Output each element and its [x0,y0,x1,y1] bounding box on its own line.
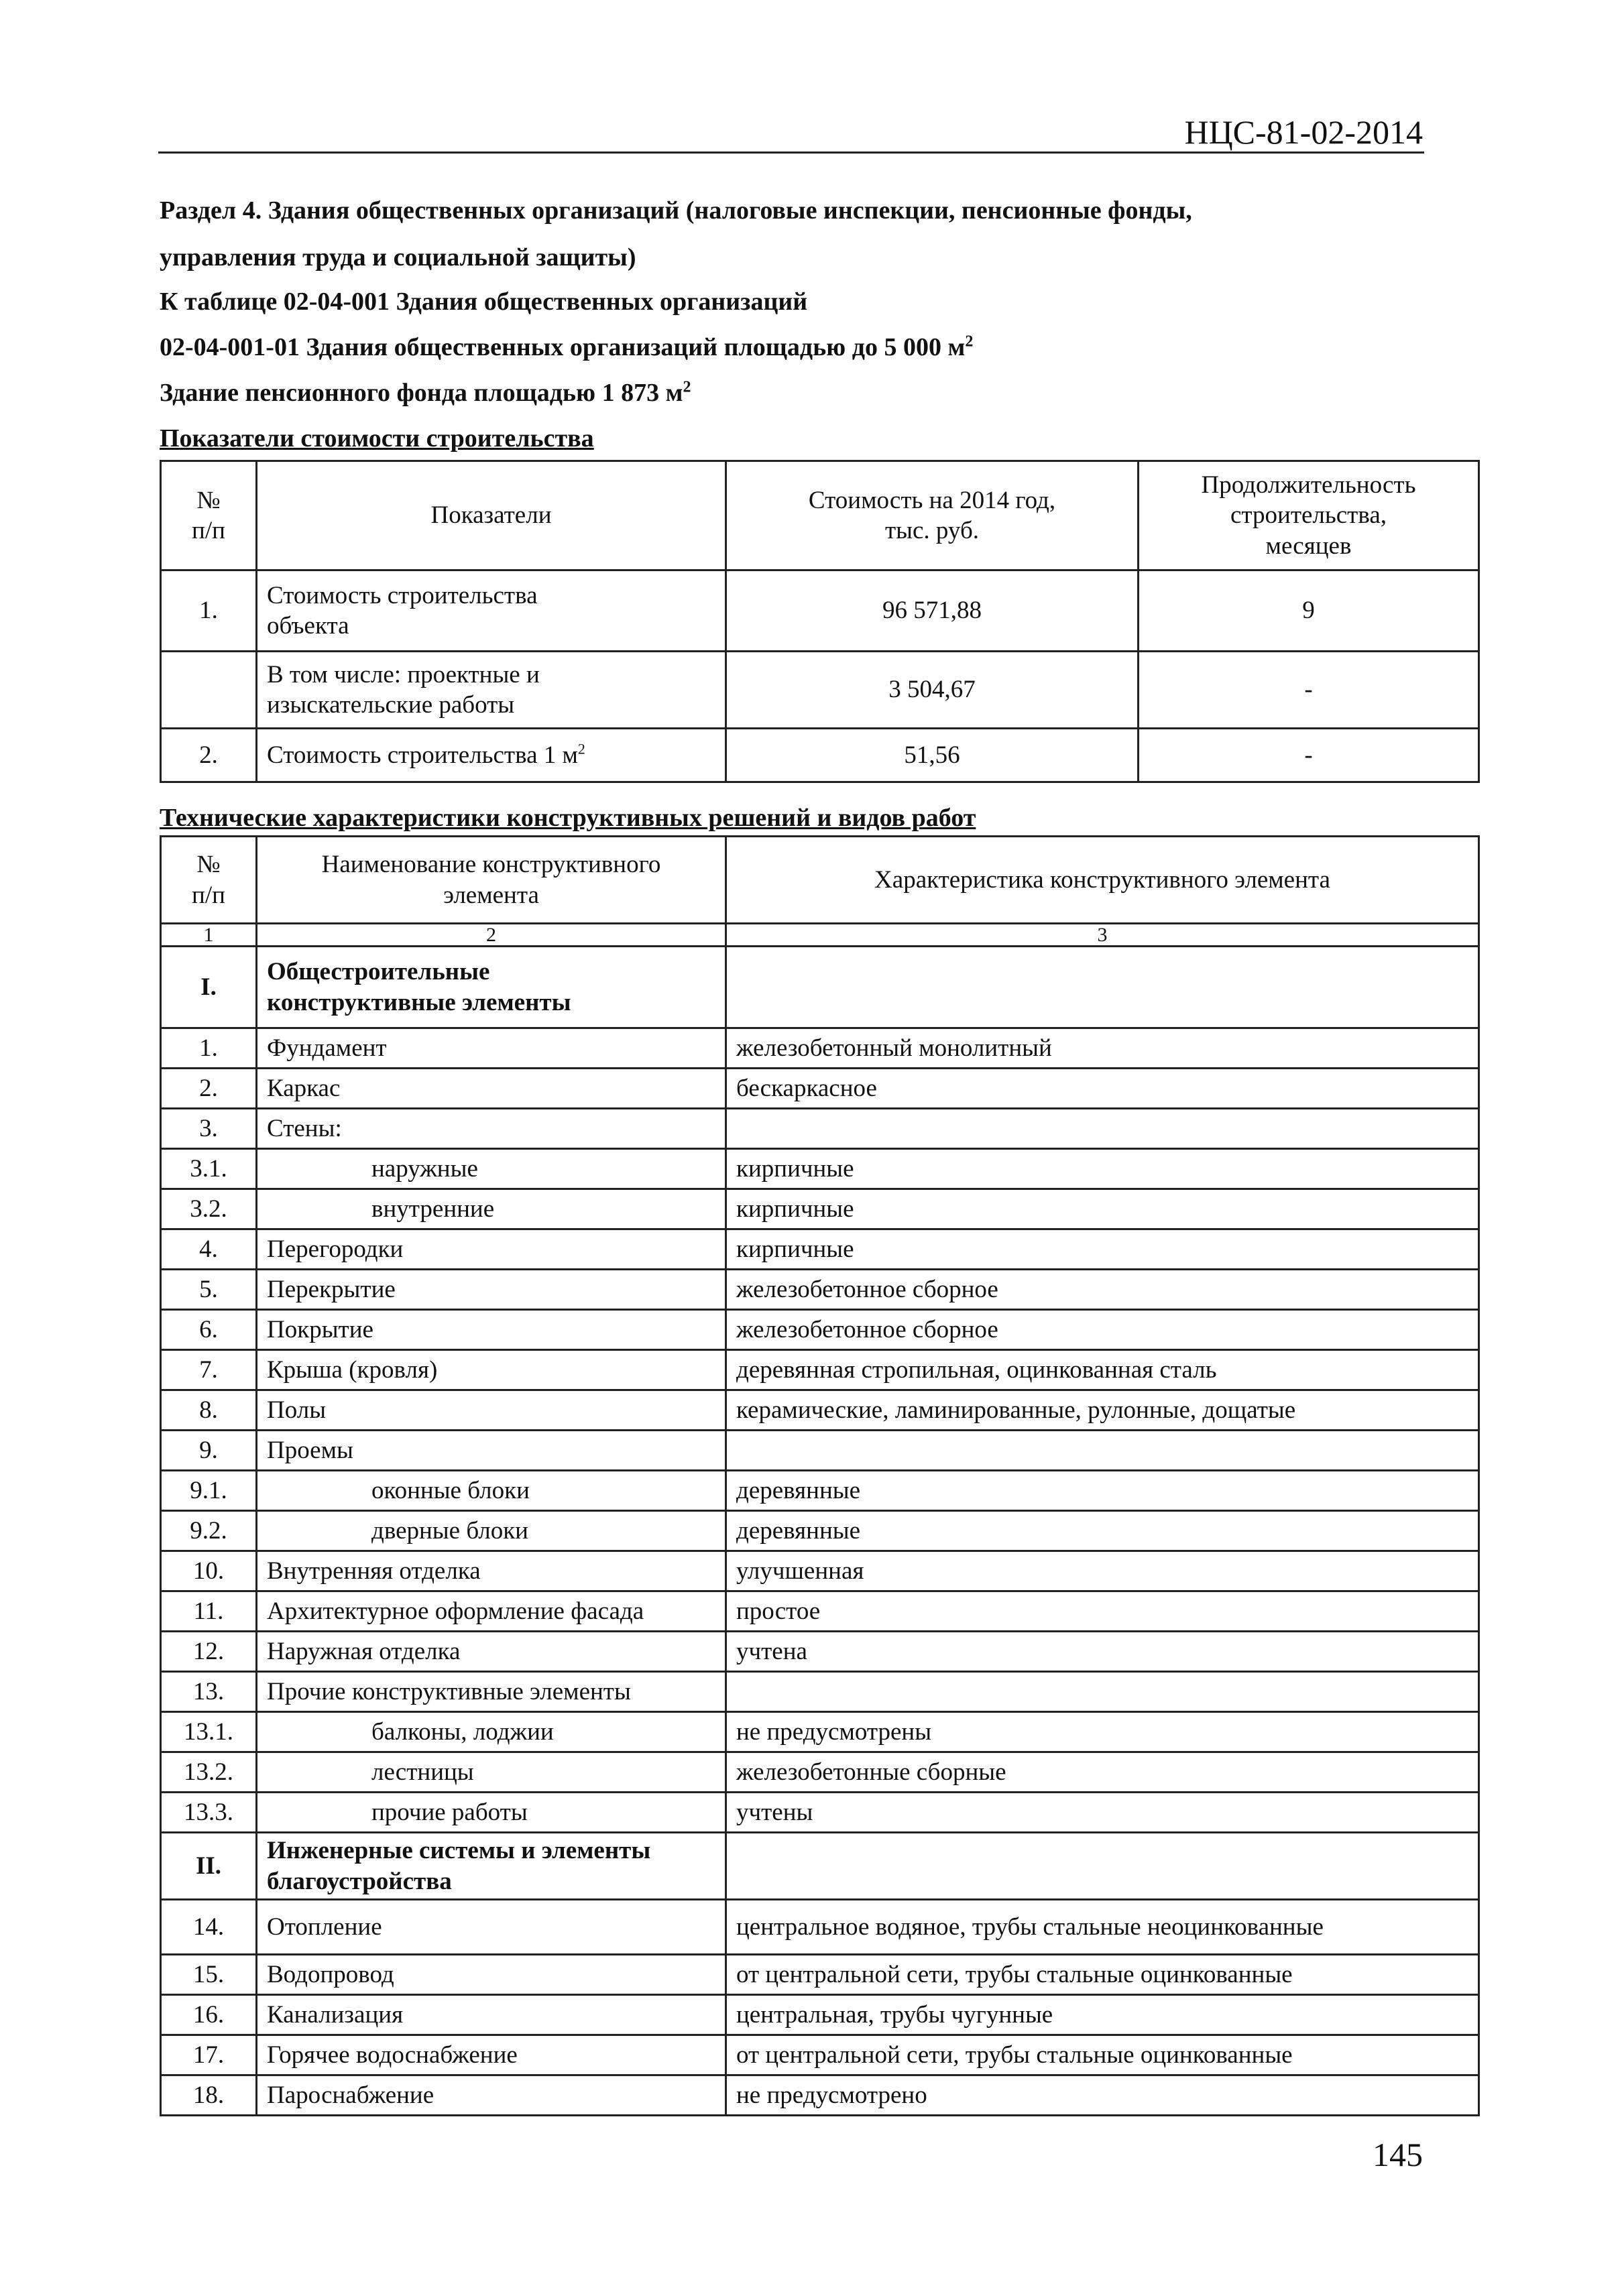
row-char [726,947,1479,1028]
row-char: центральная, трубы чугунные [726,1995,1479,2035]
row-num: 5. [161,1270,257,1310]
row-indicator: В том числе: проектные и изыскательские работы [257,652,726,729]
row-num: 9.2. [161,1511,257,1551]
table-row [161,1270,1479,1310]
header-num: № п/п [161,837,257,924]
tech-table-header-row [161,837,1479,924]
table-row [161,652,1479,729]
row-name: Канализация [257,1995,726,2035]
header-cost: Стоимость на 2014 год, тыс. руб. [726,461,1139,570]
row-name: Инженерные системы и элементы благоустройства [257,1833,726,1900]
row-num: 16. [161,1995,257,2035]
section-title-line2: управления труда и социальной защиты) [160,243,636,271]
table-row [161,1632,1479,1672]
section-title-line1: Раздел 4. Здания общественных организаций (налоговые инспекции, пенсионные фонды, [160,196,1192,225]
row-num: 3. [161,1109,257,1149]
row-char: улучшенная [726,1551,1479,1591]
tech-table-caption: Технические характеристики конструктивных решений и видов работ [160,804,976,832]
row-name: Перегородки [257,1229,726,1270]
table-row [161,729,1479,782]
row-name: Стены: [257,1109,726,1149]
code-heading: 02-04-001-01 Здания общественных организаций площадью до 5 000 $м^2$ [160,333,974,361]
table-row [161,1390,1479,1431]
row-num: 3.2. [161,1189,257,1229]
header-num: № п/п [161,461,257,570]
row-name: Горячее водоснабжение [257,2035,726,2075]
row-num: 17. [161,2035,257,2075]
row-num: 4. [161,1229,257,1270]
row-char: керамические, ламинированные, рулонные, дощатые [726,1390,1479,1431]
row-indicator: Стоимость строительства объекта [257,570,726,652]
row-name: наружные [257,1149,726,1189]
row-name: Внутренняя отделка [257,1551,726,1591]
row-cost: 3 504,67 [726,652,1139,729]
header-rule [158,152,1424,154]
row-char: железобетонные сборные [726,1752,1479,1793]
row-cost: 51,56 [726,729,1139,782]
table-row [161,1189,1479,1229]
table-row [161,2035,1479,2075]
row-char: кирпичные [726,1149,1479,1189]
row-char: деревянные [726,1511,1479,1551]
table-row [161,1109,1479,1149]
row-char: деревянная стропильная, оцинкованная сталь [726,1350,1479,1390]
table-row [161,1591,1479,1632]
row-duration: - [1139,652,1479,729]
row-char: не предусмотрено [726,2075,1479,2116]
building-heading: Здание пенсионного фонда площадью 1 873 $м^2$ [160,378,691,407]
row-char: центральное водяное, трубы стальные неоцинкованные [726,1900,1479,1955]
row-char [726,1431,1479,1471]
row-name: Фундамент [257,1028,726,1069]
row-name: Полы [257,1390,726,1431]
table-row [161,1955,1479,1995]
row-name: Наружная отделка [257,1632,726,1672]
header-element-name: Наименование конструктивного элемента [257,837,726,924]
table-row [161,2075,1479,2116]
row-char: не предусмотрены [726,1712,1479,1752]
row-num: 8. [161,1390,257,1431]
table-row [161,570,1479,652]
row-num: 1. [161,570,257,652]
row-num: 18. [161,2075,257,2116]
page-number: 145 [1373,2136,1423,2173]
row-char: железобетонное сборное [726,1310,1479,1350]
row-name: Проемы [257,1431,726,1471]
row-name: Прочие конструктивные элементы [257,1672,726,1712]
table-row [161,1551,1479,1591]
row-num: 7. [161,1350,257,1390]
row-char: простое [726,1591,1479,1632]
cost-table-header-row [161,461,1479,570]
row-num: 13.1. [161,1712,257,1752]
section-row [161,947,1479,1028]
table-row [161,1069,1479,1109]
col-number-2: 2 [257,924,726,947]
row-num: 1. [161,1028,257,1069]
row-name: Водопровод [257,1955,726,1995]
row-num: II. [161,1833,257,1900]
row-name: лестницы [257,1752,726,1793]
table-row [161,1511,1479,1551]
row-name: Общестроительные конструктивные элементы [257,947,726,1028]
row-num: 12. [161,1632,257,1672]
section-row [161,1833,1479,1900]
table-reference: К таблице 02-04-001 Здания общественных организаций [160,288,808,316]
row-char: от центральной сети, трубы стальные оцинкованные [726,1955,1479,1995]
row-duration: 9 [1139,570,1479,652]
row-char [726,1109,1479,1149]
table-row [161,1350,1479,1390]
row-char: учтены [726,1793,1479,1833]
row-num: 10. [161,1551,257,1591]
table-row [161,1712,1479,1752]
row-name: внутренние [257,1189,726,1229]
row-num: I. [161,947,257,1028]
cost-table-caption: Показатели стоимости строительства [160,424,594,452]
col-number-1: 1 [161,924,257,947]
tech-table [160,835,1480,2116]
row-num: 14. [161,1900,257,1955]
row-num: 3.1. [161,1149,257,1189]
row-char: кирпичные [726,1229,1479,1270]
table-row [161,1471,1479,1511]
row-name: балконы, лоджии [257,1712,726,1752]
row-num: 13.3. [161,1793,257,1833]
row-num: 2. [161,729,257,782]
table-row [161,1995,1479,2035]
row-name: прочие работы [257,1793,726,1833]
row-duration: - [1139,729,1479,782]
row-indicator: Стоимость строительства 1 $м^2$ [257,729,726,782]
row-char [726,1833,1479,1900]
table-row [161,1229,1479,1270]
document-code: НЦС-81-02-2014 [1184,113,1423,151]
row-name: Каркас [257,1069,726,1109]
row-num: 6. [161,1310,257,1350]
table-row [161,1149,1479,1189]
row-char: железобетонное сборное [726,1270,1479,1310]
row-char [726,1672,1479,1712]
cost-table [160,460,1480,783]
row-num: 2. [161,1069,257,1109]
row-num: 13. [161,1672,257,1712]
row-name: Крыша (кровля) [257,1350,726,1390]
row-char: железобетонный монолитный [726,1028,1479,1069]
table-row [161,1793,1479,1833]
col-number-3: 3 [726,924,1479,947]
column-numbers-row [161,924,1479,947]
header-characteristic: Характеристика конструктивного элемента [726,837,1479,924]
row-num: 15. [161,1955,257,1995]
table-row [161,1752,1479,1793]
row-name: Архитектурное оформление фасада [257,1591,726,1632]
table-row [161,1310,1479,1350]
row-num: 9. [161,1431,257,1471]
header-duration: Продолжительность строительства, месяцев [1139,461,1479,570]
row-num [161,652,257,729]
row-num: 9.1. [161,1471,257,1511]
row-char: учтена [726,1632,1479,1672]
header-indicator: Показатели [257,461,726,570]
table-row [161,1431,1479,1471]
row-char: кирпичные [726,1189,1479,1229]
row-char: бескаркасное [726,1069,1479,1109]
table-row [161,1672,1479,1712]
row-cost: 96 571,88 [726,570,1139,652]
row-name: оконные блоки [257,1471,726,1511]
row-name: дверные блоки [257,1511,726,1551]
row-name: Отопление [257,1900,726,1955]
row-num: 13.2. [161,1752,257,1793]
row-char: от центральной сети, трубы стальные оцинкованные [726,2035,1479,2075]
table-row [161,1900,1479,1955]
row-name: Пароснабжение [257,2075,726,2116]
row-name: Покрытие [257,1310,726,1350]
row-name: Перекрытие [257,1270,726,1310]
row-num: 11. [161,1591,257,1632]
table-row [161,1028,1479,1069]
row-char: деревянные [726,1471,1479,1511]
